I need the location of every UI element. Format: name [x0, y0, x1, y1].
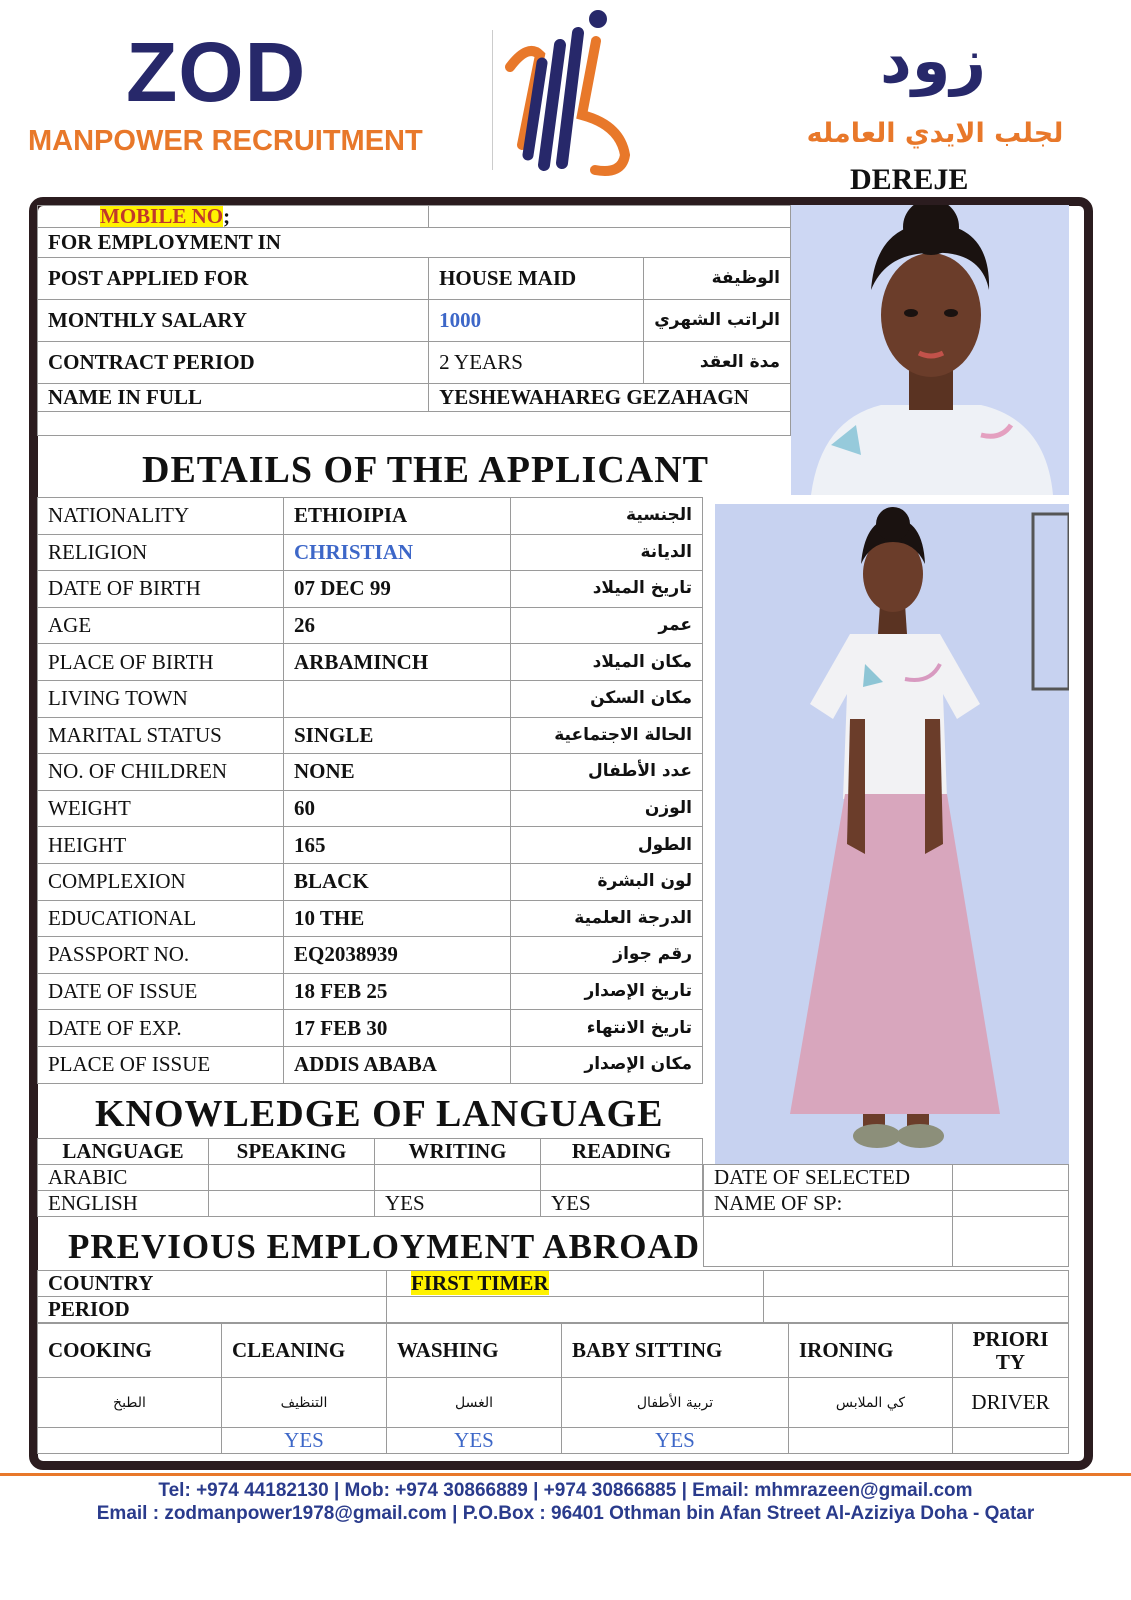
- table-row: [38, 258, 791, 300]
- detail-label-arabic: الحالة الاجتماعية: [511, 717, 703, 754]
- priority-value: DRIVER: [953, 1378, 1069, 1428]
- table-row: [38, 680, 703, 717]
- detail-label-arabic: مكان الإصدار: [511, 1046, 703, 1083]
- table-row: [38, 607, 703, 644]
- brand-subtitle-arabic: لجلب الايدي العامله: [806, 118, 1064, 149]
- priority-header: PRIORI TY: [953, 1324, 1069, 1378]
- priority-extra-value: [953, 1428, 1069, 1454]
- detail-label: HEIGHT: [38, 827, 284, 864]
- contract-value: 2 YEARS: [429, 342, 644, 384]
- applicant-portrait-photo: [791, 205, 1069, 495]
- table-row: [38, 1165, 703, 1191]
- table-row: [38, 717, 703, 754]
- detail-value: SINGLE: [284, 717, 511, 754]
- table-row: [38, 300, 791, 342]
- detail-value: 26: [284, 607, 511, 644]
- table-row: [38, 384, 791, 412]
- details-heading: DETAILS OF THE APPLICANT: [142, 449, 710, 491]
- detail-value: 60: [284, 790, 511, 827]
- country-label: COUNTRY: [38, 1271, 387, 1297]
- table-row: [38, 900, 703, 937]
- detail-label: EDUCATIONAL: [38, 900, 284, 937]
- footer-address-line: Email : zodmanpower1978@gmail.com | P.O.Box : 96401 Othman bin Afan Street Al-Aziziya Doha - Qatar: [96, 1503, 1035, 1524]
- previous-employment-heading: PREVIOUS EMPLOYMENT ABROAD: [68, 1227, 701, 1266]
- brand-emblem-icon: [500, 5, 640, 180]
- post-label-arabic: الوظيفة: [644, 258, 791, 300]
- detail-label: DATE OF BIRTH: [38, 571, 284, 608]
- detail-label: WEIGHT: [38, 790, 284, 827]
- table-row: [38, 827, 703, 864]
- date-selected-label: DATE OF SELECTED: [704, 1165, 953, 1191]
- cooking-header: COOKING: [38, 1324, 222, 1378]
- table-row: [38, 754, 703, 791]
- detail-label: PLACE OF ISSUE: [38, 1046, 284, 1083]
- detail-value: BLACK: [284, 863, 511, 900]
- detail-label-arabic: الطول: [511, 827, 703, 864]
- salary-value: 1000: [429, 300, 644, 342]
- speaking-header: SPEAKING: [209, 1139, 375, 1165]
- detail-value: ADDIS ABABA: [284, 1046, 511, 1083]
- ironing-value: [789, 1428, 953, 1454]
- detail-value: 165: [284, 827, 511, 864]
- post-label: POST APPLIED FOR: [38, 258, 429, 300]
- cooking-value: [38, 1428, 222, 1454]
- detail-label: DATE OF EXP.: [38, 1010, 284, 1047]
- detail-value: 07 DEC 99: [284, 571, 511, 608]
- detail-label: DATE OF ISSUE: [38, 973, 284, 1010]
- writing-header: WRITING: [375, 1139, 541, 1165]
- sp-name-label: NAME OF SP:: [704, 1191, 953, 1217]
- detail-value: CHRISTIAN: [284, 534, 511, 571]
- agent-name: DEREJE: [850, 163, 969, 196]
- table-row: [38, 342, 791, 384]
- cleaning-value: YES: [222, 1428, 387, 1454]
- baby-sitting-arabic: تربية الأطفال: [562, 1378, 789, 1428]
- employment-table: MOBILE NO; FOR EMPLOYMENT IN POST APPLIED FOR HOUSE MAID الوظيفة MONTHLY SALARY 1000 الراتب الشهري CONTRACT PERIOD 2 YEARS مدة العقد NAME IN FULL YESHEWAHAREG GEZAHAGN: [37, 205, 791, 436]
- language-heading: KNOWLEDGE OF LANGUAGE: [95, 1093, 664, 1135]
- detail-label-arabic: لون البشرة: [511, 863, 703, 900]
- brand-logo-arabic: زود: [880, 24, 987, 97]
- detail-value: 18 FEB 25: [284, 973, 511, 1010]
- table-row: [38, 1010, 703, 1047]
- detail-label-arabic: عمر: [511, 607, 703, 644]
- detail-label-arabic: الديانة: [511, 534, 703, 571]
- language-name: ARABIC: [38, 1165, 209, 1191]
- country-value: FIRST TIMER: [411, 1271, 549, 1295]
- detail-label: RELIGION: [38, 534, 284, 571]
- post-value: HOUSE MAID: [429, 258, 644, 300]
- detail-label: NATIONALITY: [38, 498, 284, 535]
- detail-label-arabic: مكان السكن: [511, 680, 703, 717]
- mobile-value: [429, 206, 791, 228]
- ironing-arabic: كي الملابس: [789, 1378, 953, 1428]
- brand-logo-text: ZOD: [126, 25, 307, 119]
- table-row: [38, 973, 703, 1010]
- detail-label: PASSPORT NO.: [38, 937, 284, 974]
- contract-label: CONTRACT PERIOD: [38, 342, 429, 384]
- table-row: [38, 790, 703, 827]
- date-selected-value: [953, 1165, 1069, 1191]
- salary-label: MONTHLY SALARY: [38, 300, 429, 342]
- sp-name-value: [953, 1191, 1069, 1217]
- footer-contact-line: Tel: +974 44182130 | Mob: +974 30866889 | +974 30866885 | Email: mhmrazeen@gmail.com: [158, 1480, 973, 1501]
- detail-label: AGE: [38, 607, 284, 644]
- period-label: PERIOD: [38, 1297, 387, 1323]
- applicant-full-length-photo: [715, 504, 1069, 1164]
- detail-label-arabic: تاريخ الإصدار: [511, 973, 703, 1010]
- mobile-label: MOBILE NO: [100, 205, 224, 228]
- salary-label-arabic: الراتب الشهري: [644, 300, 791, 342]
- detail-label: MARITAL STATUS: [38, 717, 284, 754]
- table-row: ENGLISH YES YES: [38, 1191, 703, 1217]
- detail-value: ETHIOIPIA: [284, 498, 511, 535]
- baby-sitting-header: BABY SITTING: [562, 1324, 789, 1378]
- employment-in-label: FOR EMPLOYMENT IN: [38, 228, 791, 258]
- language-header: LANGUAGE: [38, 1139, 209, 1165]
- detail-value: NONE: [284, 754, 511, 791]
- language-name: ENGLISH: [38, 1191, 209, 1217]
- previous-employment-table: [37, 1270, 1069, 1323]
- reading-header: READING: [541, 1139, 703, 1165]
- washing-value: YES: [387, 1428, 562, 1454]
- table-row: [38, 571, 703, 608]
- skills-table: [37, 1323, 1069, 1454]
- brand-subtitle: MANPOWER RECRUITMENT: [28, 125, 423, 157]
- name-label: NAME IN FULL: [38, 384, 429, 412]
- selection-table: [703, 1164, 1069, 1267]
- detail-label-arabic: مكان الميلاد: [511, 644, 703, 681]
- washing-header: WASHING: [387, 1324, 562, 1378]
- detail-value: ARBAMINCH: [284, 644, 511, 681]
- baby-sitting-value: YES: [562, 1428, 789, 1454]
- ironing-header: IRONING: [789, 1324, 953, 1378]
- table-row: [38, 644, 703, 681]
- detail-label-arabic: الدرجة العلمية: [511, 900, 703, 937]
- detail-label-arabic: الجنسية: [511, 498, 703, 535]
- detail-label-arabic: الوزن: [511, 790, 703, 827]
- detail-label: LIVING TOWN: [38, 680, 284, 717]
- detail-value: EQ2038939: [284, 937, 511, 974]
- header-divider: [492, 30, 493, 170]
- cooking-arabic: الطبخ: [38, 1378, 222, 1428]
- detail-label-arabic: رقم جواز: [511, 937, 703, 974]
- language-table: [37, 1138, 703, 1217]
- table-row: [38, 498, 703, 535]
- table-row: [38, 534, 703, 571]
- cleaning-arabic: التنظيف: [222, 1378, 387, 1428]
- detail-label: COMPLEXION: [38, 863, 284, 900]
- contract-label-arabic: مدة العقد: [644, 342, 791, 384]
- table-row: [38, 937, 703, 974]
- name-value: YESHEWAHAREG GEZAHAGN: [429, 384, 791, 412]
- table-row: [38, 863, 703, 900]
- cleaning-header: CLEANING: [222, 1324, 387, 1378]
- detail-value: [284, 680, 511, 717]
- footer-divider: [0, 1473, 1131, 1476]
- detail-label: NO. OF CHILDREN: [38, 754, 284, 791]
- detail-label: PLACE OF BIRTH: [38, 644, 284, 681]
- detail-value: 17 FEB 30: [284, 1010, 511, 1047]
- detail-value: 10 THE: [284, 900, 511, 937]
- applicant-details-table: [37, 497, 703, 1084]
- table-row: [38, 1046, 703, 1083]
- washing-arabic: الغسل: [387, 1378, 562, 1428]
- detail-label-arabic: تاريخ الميلاد: [511, 571, 703, 608]
- detail-label-arabic: عدد الأطفال: [511, 754, 703, 791]
- detail-label-arabic: تاريخ الانتهاء: [511, 1010, 703, 1047]
